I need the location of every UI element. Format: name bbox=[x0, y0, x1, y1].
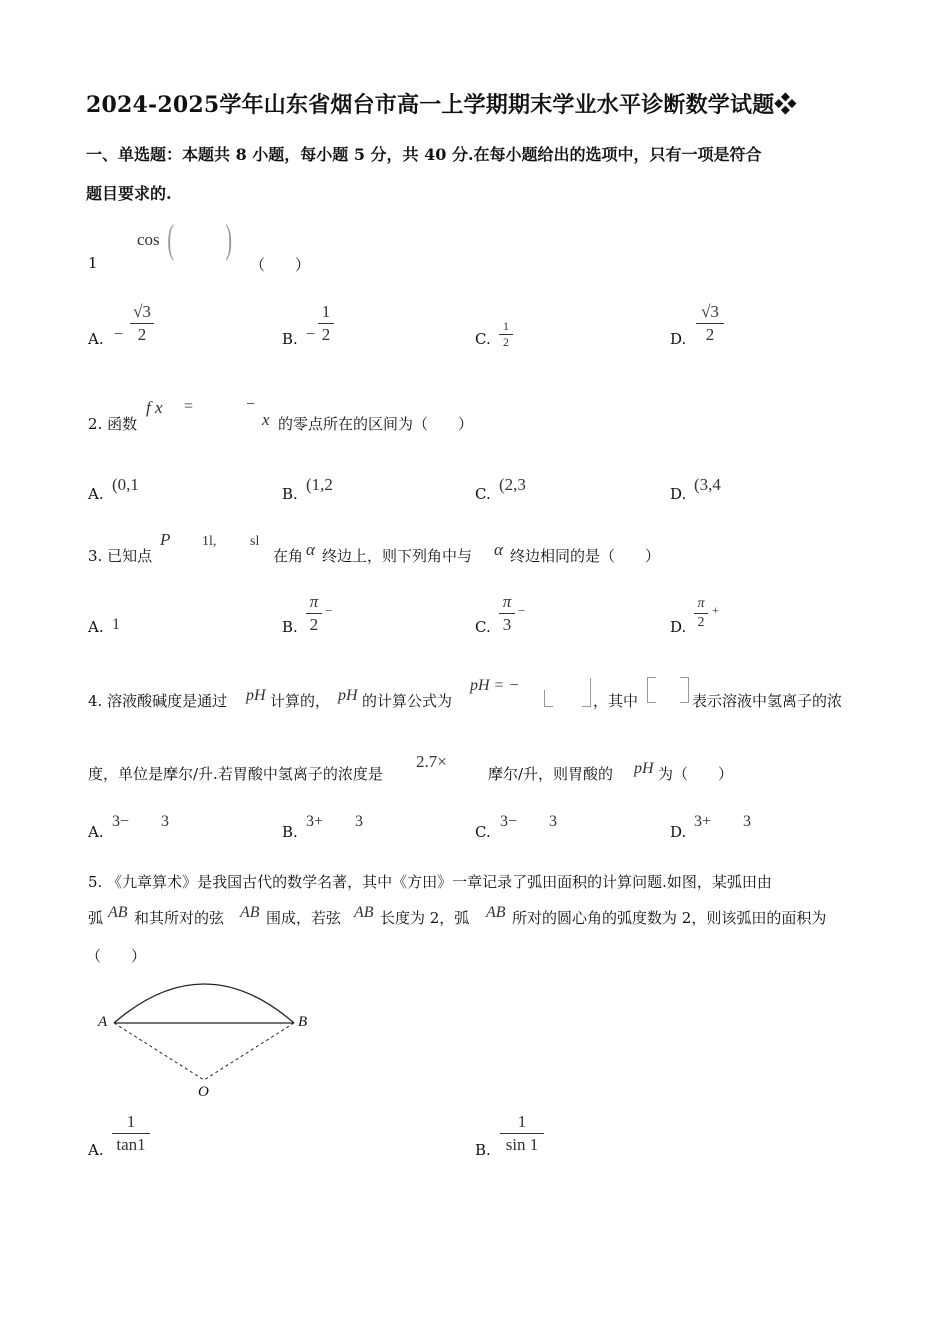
q2-minus: − bbox=[246, 396, 256, 413]
q3-option-d-den: 2 bbox=[697, 615, 705, 630]
q5-ab-4: AB bbox=[486, 904, 506, 921]
q4-line2c: 为（ ） bbox=[658, 765, 734, 783]
q3-coord-1: 1l, bbox=[202, 534, 217, 549]
q1-answer-blank: （ ） bbox=[250, 256, 311, 274]
q5-line2e: 所对的圆心角的弧度数为 2，则该弧田的面积为 bbox=[512, 909, 827, 927]
q4-ph-2: pH bbox=[338, 687, 358, 704]
q5-option-b-den: sin 1 bbox=[505, 1135, 539, 1154]
q4-formula: pH = − bbox=[470, 677, 520, 694]
q3-option-c-den: 3 bbox=[502, 615, 512, 634]
q1-option-c-den: 2 bbox=[503, 335, 509, 349]
q2-suffix: 的零点所在的区间为（ ） bbox=[278, 415, 474, 433]
q3-alpha-1: α bbox=[306, 540, 315, 559]
figure-label-o: O bbox=[198, 1084, 209, 1100]
q2-option-c-label: C. bbox=[475, 485, 491, 503]
q4-formula-bracket-right bbox=[582, 678, 591, 707]
q3-option-a-label: A. bbox=[88, 618, 104, 636]
q4-ph-3: pH bbox=[634, 760, 654, 777]
q2-equals: = bbox=[184, 398, 194, 415]
q1-option-a-num: √3 bbox=[133, 302, 151, 321]
q5-line2b: 和其所对的弦 bbox=[134, 909, 225, 927]
q3-suffix: 终边相同的是（ ） bbox=[510, 547, 661, 565]
q4-ph-1: pH bbox=[246, 687, 266, 704]
section-header-line2: 题目要求的. bbox=[86, 184, 172, 203]
q3-mid2: 终边上，则下列角中与 bbox=[322, 547, 473, 565]
q1-option-c-num: 1 bbox=[503, 319, 509, 333]
q4-line1e: 表示溶液中氢离子的浓 bbox=[692, 692, 843, 710]
q2-fx: f x bbox=[146, 398, 163, 417]
q1-right-paren: ) bbox=[225, 216, 232, 261]
q5-line1: 5. 《九章算术》是我国古代的数学名著，其中《方田》一章记录了弧田面积的计算问题.如图，某弧田由 bbox=[88, 873, 772, 891]
q3-point-p: P bbox=[160, 530, 171, 549]
q4-formula-bracket-left bbox=[544, 690, 553, 707]
q5-option-b-num: 1 bbox=[517, 1112, 527, 1131]
q3-option-a-value: 1 bbox=[112, 616, 120, 633]
q2-option-b-value: (1,2 bbox=[306, 475, 333, 494]
q1-option-a-fraction bbox=[130, 302, 154, 345]
q3-option-c-num: π bbox=[502, 592, 512, 611]
figure-label-b: B bbox=[298, 1014, 308, 1030]
q5-option-b-fraction bbox=[500, 1112, 544, 1155]
q4-option-c-value: 3− 3 bbox=[500, 813, 558, 830]
q5-option-b-label: B. bbox=[475, 1141, 491, 1159]
q3-mid: 在角 bbox=[273, 547, 304, 565]
q4-line2b: 摩尔/升，则胃酸的 bbox=[488, 765, 614, 783]
q1-option-d-fraction bbox=[696, 302, 724, 345]
q3-option-d-tail: + bbox=[712, 603, 719, 617]
q4-option-b-label: B. bbox=[282, 823, 298, 841]
q3-option-d-fraction bbox=[694, 596, 708, 631]
q4-bracket-left bbox=[647, 677, 656, 703]
q4-line2a: 度，单位是摩尔/升.若胃酸中氢离子的浓度是 bbox=[88, 765, 383, 783]
q2-option-d-label: D. bbox=[670, 485, 687, 503]
q1-option-a-den: 2 bbox=[137, 325, 147, 344]
q2-option-a-value: (0,1 bbox=[112, 475, 139, 494]
q3-option-c-fraction bbox=[499, 592, 515, 635]
q5-line2a: 弧 bbox=[88, 909, 104, 927]
q1-option-b-label: B. bbox=[282, 330, 298, 348]
q4-option-d-value: 3+ 3 bbox=[694, 813, 752, 830]
q2-option-b-label: B. bbox=[282, 485, 298, 503]
q3-option-d-num: π bbox=[697, 596, 705, 611]
q4-option-d-label: D. bbox=[670, 823, 687, 841]
q1-option-a-label: A. bbox=[88, 330, 104, 348]
q2-option-c-value: (2,3 bbox=[499, 475, 526, 494]
q5-option-a-fraction bbox=[112, 1112, 150, 1155]
q5-ab-2: AB bbox=[240, 904, 260, 921]
q1-option-a-sign: − bbox=[114, 326, 124, 343]
q4-concentration: 2.7× bbox=[416, 752, 447, 771]
q1-option-d-label: D. bbox=[670, 330, 687, 348]
q1-option-d-den: 2 bbox=[705, 325, 715, 344]
q2-x: x bbox=[262, 410, 270, 429]
q5-line2d: 长度为 2，弧 bbox=[380, 909, 470, 927]
q3-prefix: 3. 已知点 bbox=[88, 547, 153, 565]
q3-option-d-label: D. bbox=[670, 618, 687, 636]
page-title: 2024-2025学年山东省烟台市高一上学期期末学业水平诊断数学试题❖ bbox=[86, 92, 797, 118]
q1-option-b-den: 2 bbox=[321, 325, 331, 344]
q4-option-a-label: A. bbox=[88, 823, 104, 841]
q3-option-b-tail: − bbox=[325, 603, 333, 618]
q5-option-a-den: tan1 bbox=[116, 1135, 146, 1154]
q3-option-b-fraction bbox=[306, 592, 322, 635]
q1-left-paren: ( bbox=[167, 216, 174, 261]
q3-alpha-2: α bbox=[494, 540, 503, 559]
q5-option-a-num: 1 bbox=[126, 1112, 136, 1131]
q4-option-c-label: C. bbox=[475, 823, 491, 841]
section-header-line1: 一、单选题：本题共 8 小题，每小题 5 分，共 40 分.在每小题给出的选项中，只有一项是符合 bbox=[86, 145, 762, 164]
q2-option-d-value: (3,4 bbox=[694, 475, 721, 494]
q3-option-c-label: C. bbox=[475, 618, 491, 636]
q2-option-a-label: A. bbox=[88, 485, 104, 503]
q5-ab-3: AB bbox=[354, 904, 374, 921]
q4-line1c: 的计算公式为 bbox=[362, 692, 453, 710]
q5-ab-1: AB bbox=[108, 904, 128, 921]
q5-line2c: 围成，若弦 bbox=[266, 909, 342, 927]
q4-option-a-value: 3− 3 bbox=[112, 813, 170, 830]
q4-line1b: 计算的， bbox=[270, 692, 331, 710]
q3-option-b-label: B. bbox=[282, 618, 298, 636]
q1-number: 1 bbox=[88, 254, 98, 272]
q3-option-c-tail: − bbox=[518, 603, 526, 618]
q2-prefix: 2. 函数 bbox=[88, 415, 138, 433]
q3-coord-2: sl bbox=[250, 534, 260, 549]
q3-option-b-num: π bbox=[309, 592, 319, 611]
q1-option-d-num: √3 bbox=[701, 302, 719, 321]
q4-line1d: ，其中 bbox=[593, 692, 639, 710]
q1-cos-expr: cos bbox=[137, 230, 160, 249]
q4-bracket-right bbox=[680, 677, 689, 703]
q1-option-c-label: C. bbox=[475, 330, 491, 348]
q1-option-b-num: 1 bbox=[321, 302, 331, 321]
q4-line1a: 4. 溶液酸碱度是通过 bbox=[88, 692, 228, 710]
q4-option-b-value: 3+ 3 bbox=[306, 813, 364, 830]
radius-ob bbox=[204, 1023, 294, 1080]
q1-option-b-sign: − bbox=[306, 326, 316, 343]
figure-label-a: A bbox=[98, 1014, 108, 1030]
q5-line3: （ ） bbox=[86, 947, 147, 965]
q3-option-b-den: 2 bbox=[309, 615, 319, 634]
radius-oa bbox=[114, 1023, 204, 1080]
q5-option-a-label: A. bbox=[88, 1141, 104, 1159]
q1-option-c-fraction bbox=[499, 320, 513, 349]
arc-ab bbox=[114, 984, 294, 1023]
q1-option-b-fraction bbox=[318, 302, 334, 345]
